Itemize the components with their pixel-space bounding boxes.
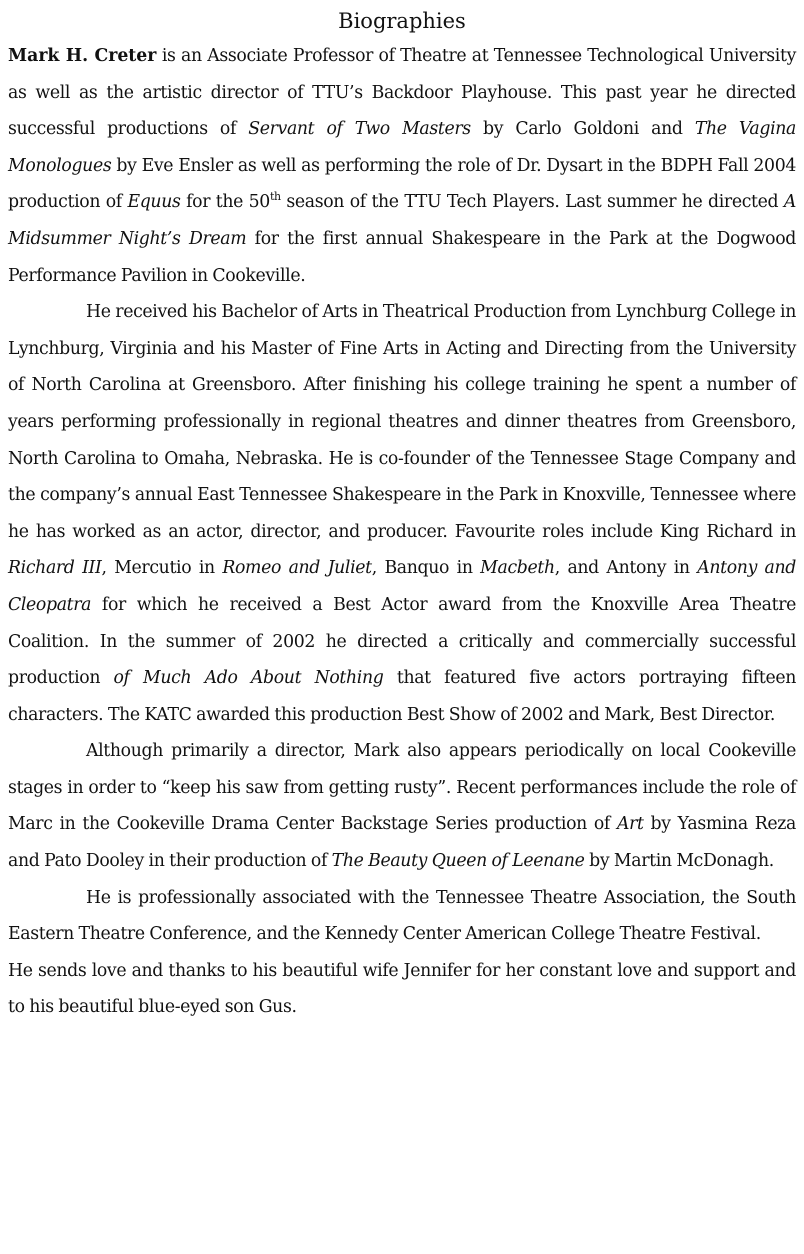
text-run: He sends love and thanks to his beautiful wife Jennifer for her constant love and support and to his beautiful blue-eyed son Gus. (8, 960, 796, 1018)
work-title: Antony and Cleopatra (8, 558, 796, 615)
text-run: by Carlo Goldoni and (470, 119, 695, 140)
text-run: He is professionally associated with the Tennessee Theatre Association, the South Eastern Theatre Conference, and the Kennedy Center American College Theatre Festival. (8, 887, 796, 945)
text-run: by Yasmina Reza and Pato Dooley in their production of (8, 814, 796, 872)
work-title: Macbeth (480, 558, 555, 579)
work-title: Romeo and Juliet (222, 558, 372, 579)
work-title: A Midsummer Night’s Dream (8, 192, 796, 249)
text-run: is an Associate Professor of Theatre at Tennessee Technological University as well as the artistic director of TTU’s Backdoor Playhouse. This past year he directed successful productions of (8, 46, 796, 140)
paragraph-1 (8, 38, 796, 294)
text-run: season of the TTU Tech Players. Last summer he directed (280, 192, 784, 213)
work-title: of Much Ado About Nothing (113, 668, 384, 689)
page-title: Biographies (338, 9, 466, 33)
text-run: , Mercutio in (101, 558, 223, 579)
work-title: Art (616, 814, 644, 835)
text-run: for the first annual Shakespeare in the Park at the Dogwood Performance Pavilion in Cookeville. (8, 228, 796, 286)
text-run: by Eve Ensler as well as performing the role of Dr. Dysart in the BDPH Fall 2004 production of (8, 155, 796, 213)
work-title: Equus (127, 192, 181, 213)
work-title: The Beauty Queen of Leenane (331, 851, 585, 872)
paragraph-2 (8, 294, 796, 733)
work-title: Richard III (8, 558, 102, 579)
paragraph-3 (8, 733, 796, 879)
person-name: Mark H. Creter (8, 46, 157, 66)
ordinal-suffix: th (269, 190, 281, 204)
text-run: that featured five actors portraying fifteen characters. The KATC awarded this production Best Show of 2002 and Mark, Best Director. (8, 668, 796, 725)
text-run: He received his Bachelor of Arts in Theatrical Production from Lynchburg College in Lynchburg, Virginia and his Master of Fine Arts in Acting and Directing from the University of North Carolina at Greensboro. After finishing his college training he spent a number of years performing professionally in regional theatres and dinner theatres from Greensboro, North Carolina to Omaha, Nebraska. He is co-founder of the Tennessee Stage Company and the company’s annual East Tennessee Shakespeare in the Park in Knoxville, Tennessee where he has worked as an actor, director, and producer. Favourite roles include King Richard in (8, 302, 796, 542)
biography-body (8, 38, 796, 1026)
text-run: for the 50 (180, 192, 270, 213)
text-run: for which he received a Best Actor award from the Knoxville Area Theatre Coalition. In the summer of 2002 he directed a critically and commercially successful production (8, 594, 796, 689)
text-run: by Martin McDonagh. (584, 851, 774, 872)
text-run: , Banquo in (371, 558, 481, 579)
work-title: The Vagina Monologues (8, 119, 796, 176)
paragraph-4 (8, 880, 796, 953)
text-run: Although primarily a director, Mark also appears periodically on local Cookeville stages in order to “keep his saw from getting rusty”. Recent performances include the role of Marc in the Cookeville Drama Center Backstage Series production of (8, 741, 796, 835)
text-run: , and Antony in (554, 558, 698, 579)
paragraph-5 (8, 953, 796, 1026)
work-title: Servant of Two Masters (248, 119, 471, 140)
